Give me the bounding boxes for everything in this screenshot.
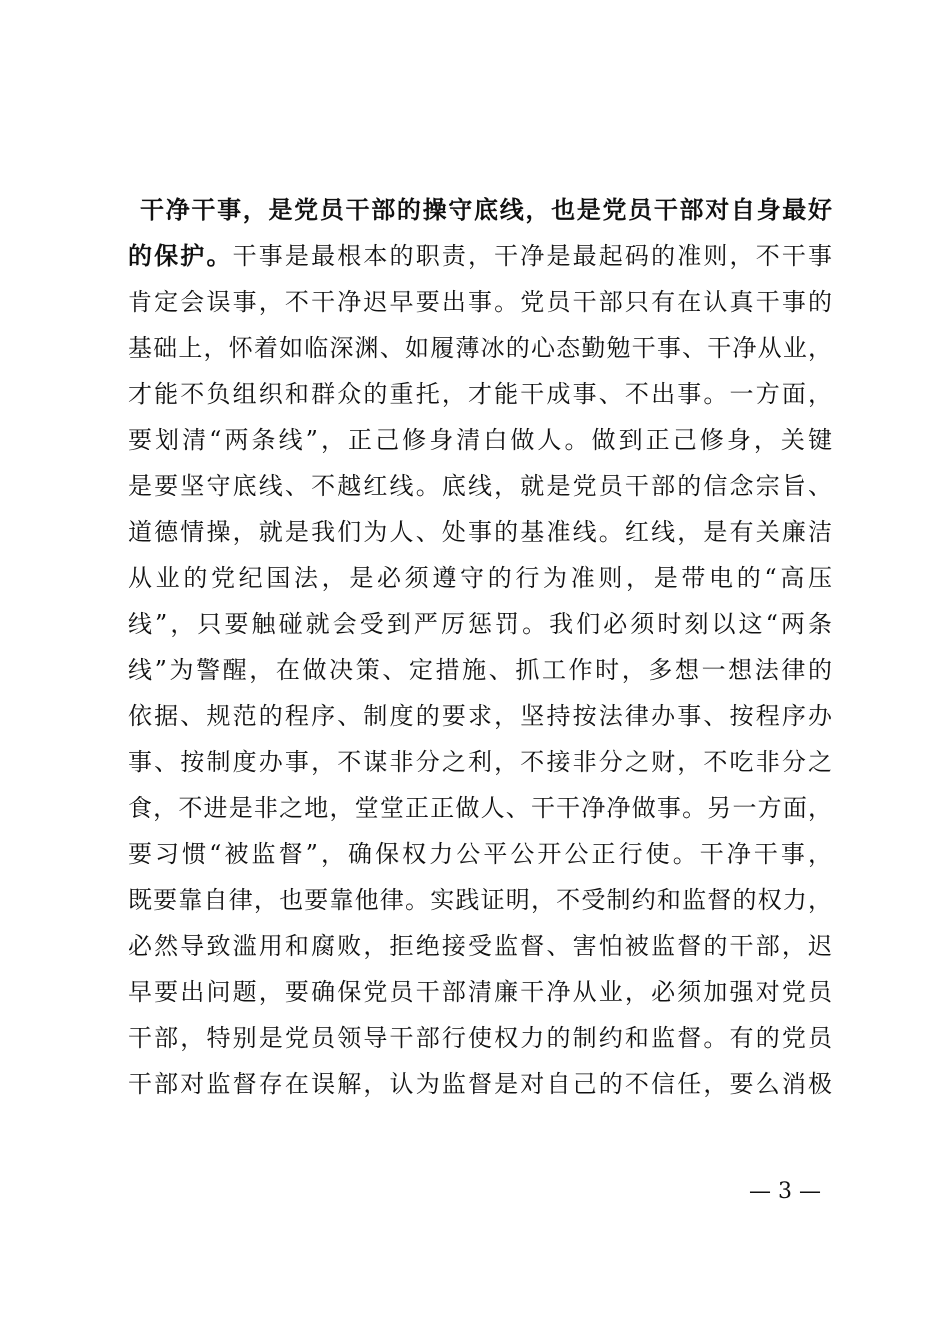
text-line-18: 早要出问题，要确保党员干部清廉干净从业，必须加强对党员 (128, 978, 832, 1006)
text-line-17: 必然导致滥用和腐败，拒绝接受监督、害怕被监督的干部，迟 (128, 932, 832, 960)
text-line-3: 肯定会误事，不干净迟早要出事。党员干部只有在认真干事的 (128, 288, 832, 316)
text-line-10: 线”，只要触碰就会受到严厉惩罚。我们必须时刻以这“两条 (128, 610, 832, 638)
text-line-20: 干部对监督存在误解，认为监督是对自己的不信任，要么消极 (128, 1070, 832, 1098)
text-line-13: 事、按制度办事，不谋非分之利，不接非分之财，不吃非分之 (128, 748, 832, 776)
text-line-11: 线”为警醒，在做决策、定措施、抓工作时，多想一想法律的 (128, 656, 832, 684)
text-line-12: 依据、规范的程序、制度的要求，坚持按法律办事、按程序办 (128, 702, 832, 730)
text-line-5: 才能不负组织和群众的重托，才能干成事、不出事。一方面， (128, 380, 832, 408)
text-line-8: 道德情操，就是我们为人、处事的基准线。红线，是有关廉洁 (128, 518, 832, 546)
text-line-4: 基础上，怀着如临深渊、如履薄冰的心态勤勉干事、干净从业， (128, 334, 832, 362)
text-line-7: 是要坚守底线、不越红线。底线，就是党员干部的信念宗旨、 (128, 472, 832, 500)
text-line-2-regular: 干事是最根本的职责，干净是最起码的准则，不干事 (232, 242, 832, 270)
text-line-15: 要习惯“被监督”，确保权力公平公开公正行使。干净干事， (128, 840, 832, 868)
text-line-2 (128, 233, 832, 279)
text-line-19: 干部，特别是党员领导干部行使权力的制约和监督。有的党员 (128, 1024, 832, 1052)
text-line-14: 食，不进是非之地，堂堂正正做人、干干净净做事。另一方面， (128, 794, 832, 822)
text-line-2-bold: 的保护。 (128, 241, 233, 270)
text-line-1: 干净干事，是党员干部的操守底线，也是党员干部对自身最好 (140, 195, 832, 224)
page-number: — 3 — (749, 1179, 821, 1204)
body-paragraph (128, 187, 832, 1107)
text-line-9: 从业的党纪国法，是必须遵守的行为准则，是带电的“高压 (128, 564, 832, 592)
text-line-6: 要划清“两条线”，正己修身清白做人。做到正己修身，关键 (128, 426, 832, 454)
text-line-16: 既要靠自律，也要靠他律。实践证明，不受制约和监督的权力， (128, 886, 832, 914)
